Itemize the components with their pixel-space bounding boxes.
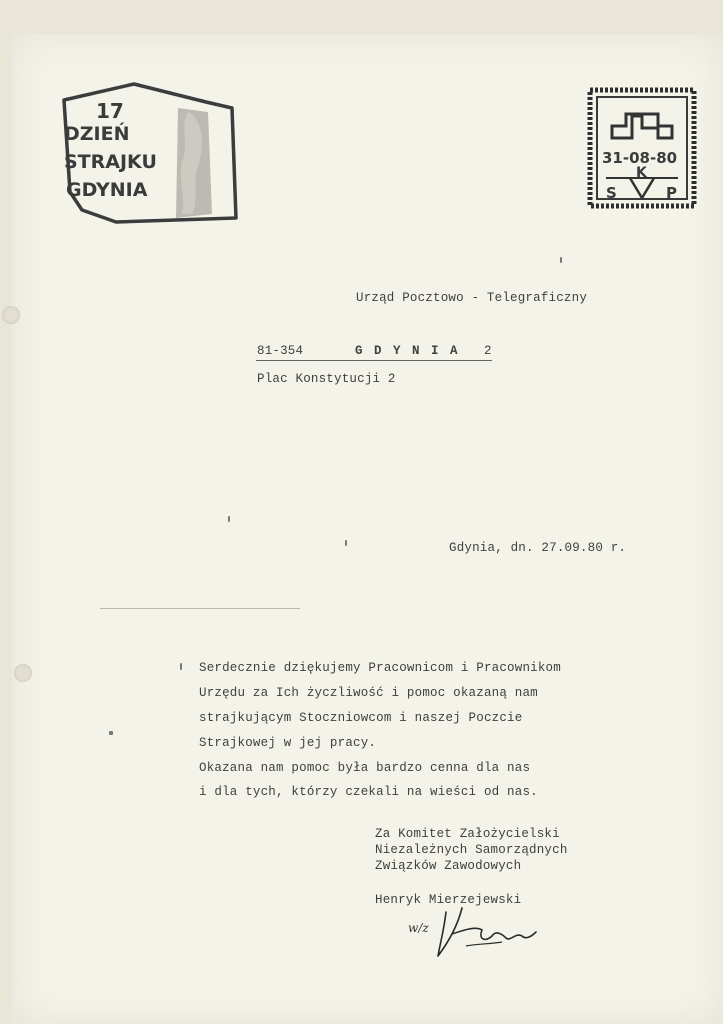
strike-stamp-day-number: 17 — [96, 99, 124, 123]
body-line: Urzędu za Ich życzliwość i pomoc okazaną nam — [199, 686, 538, 700]
postal-stamp-letter-k: K — [636, 165, 647, 181]
strike-stamp-line3: GDYNIA — [66, 179, 148, 201]
signature-prefix: w/z — [408, 921, 429, 935]
postal-stamp-date: 31-08-80 — [602, 149, 678, 167]
recipient-street: Plac Konstytucji 2 — [257, 372, 396, 386]
body-line: Strajkowej w jej pracy. — [199, 736, 377, 750]
ink-speck — [560, 257, 562, 263]
ink-speck — [228, 516, 230, 522]
handwritten-signature — [406, 900, 546, 962]
strike-day-stamp — [56, 72, 246, 232]
postal-stamp-letter-p: P — [666, 184, 677, 202]
signatory-name: Henryk Mierzejewski — [375, 893, 522, 907]
signature-block-line: Za Komitet Założycielski — [375, 827, 560, 841]
strike-stamp-line1: DZIEŃ — [64, 123, 130, 145]
ink-speck — [345, 540, 347, 546]
recipient-postal-code: 81-354 — [257, 344, 304, 358]
signature-block-line: Związków Zawodowych — [375, 859, 522, 873]
body-line: strajkującym Stoczniowcom i naszej Poczcie — [199, 711, 523, 725]
punch-hole-top — [2, 306, 20, 324]
faint-rule — [100, 608, 300, 609]
postal-date-stamp — [586, 86, 698, 210]
signature-block-line: Niezależnych Samorządnych — [375, 843, 568, 857]
postal-stamp-letter-s: S — [606, 184, 617, 202]
body-line: i dla tych, którzy czekali na wieści od nas. — [199, 785, 538, 799]
body-line: Serdecznie dziękujemy Pracownicom i Pracownikom — [199, 661, 561, 675]
recipient-city: G D Y N I A — [355, 344, 460, 358]
body-line: Okazana nam pomoc była bardzo cenna dla nas — [199, 761, 531, 775]
address-underline — [256, 360, 492, 361]
punch-hole-bottom — [14, 664, 32, 682]
recipient-office-number: 2 — [484, 344, 492, 358]
place-date: Gdynia, dn. 27.09.80 r. — [449, 541, 627, 555]
strike-stamp-line2: STRAJKU — [64, 151, 157, 173]
recipient-office: Urząd Pocztowo - Telegraficzny — [356, 291, 588, 305]
ink-speck — [109, 731, 113, 735]
ink-speck — [180, 663, 182, 670]
